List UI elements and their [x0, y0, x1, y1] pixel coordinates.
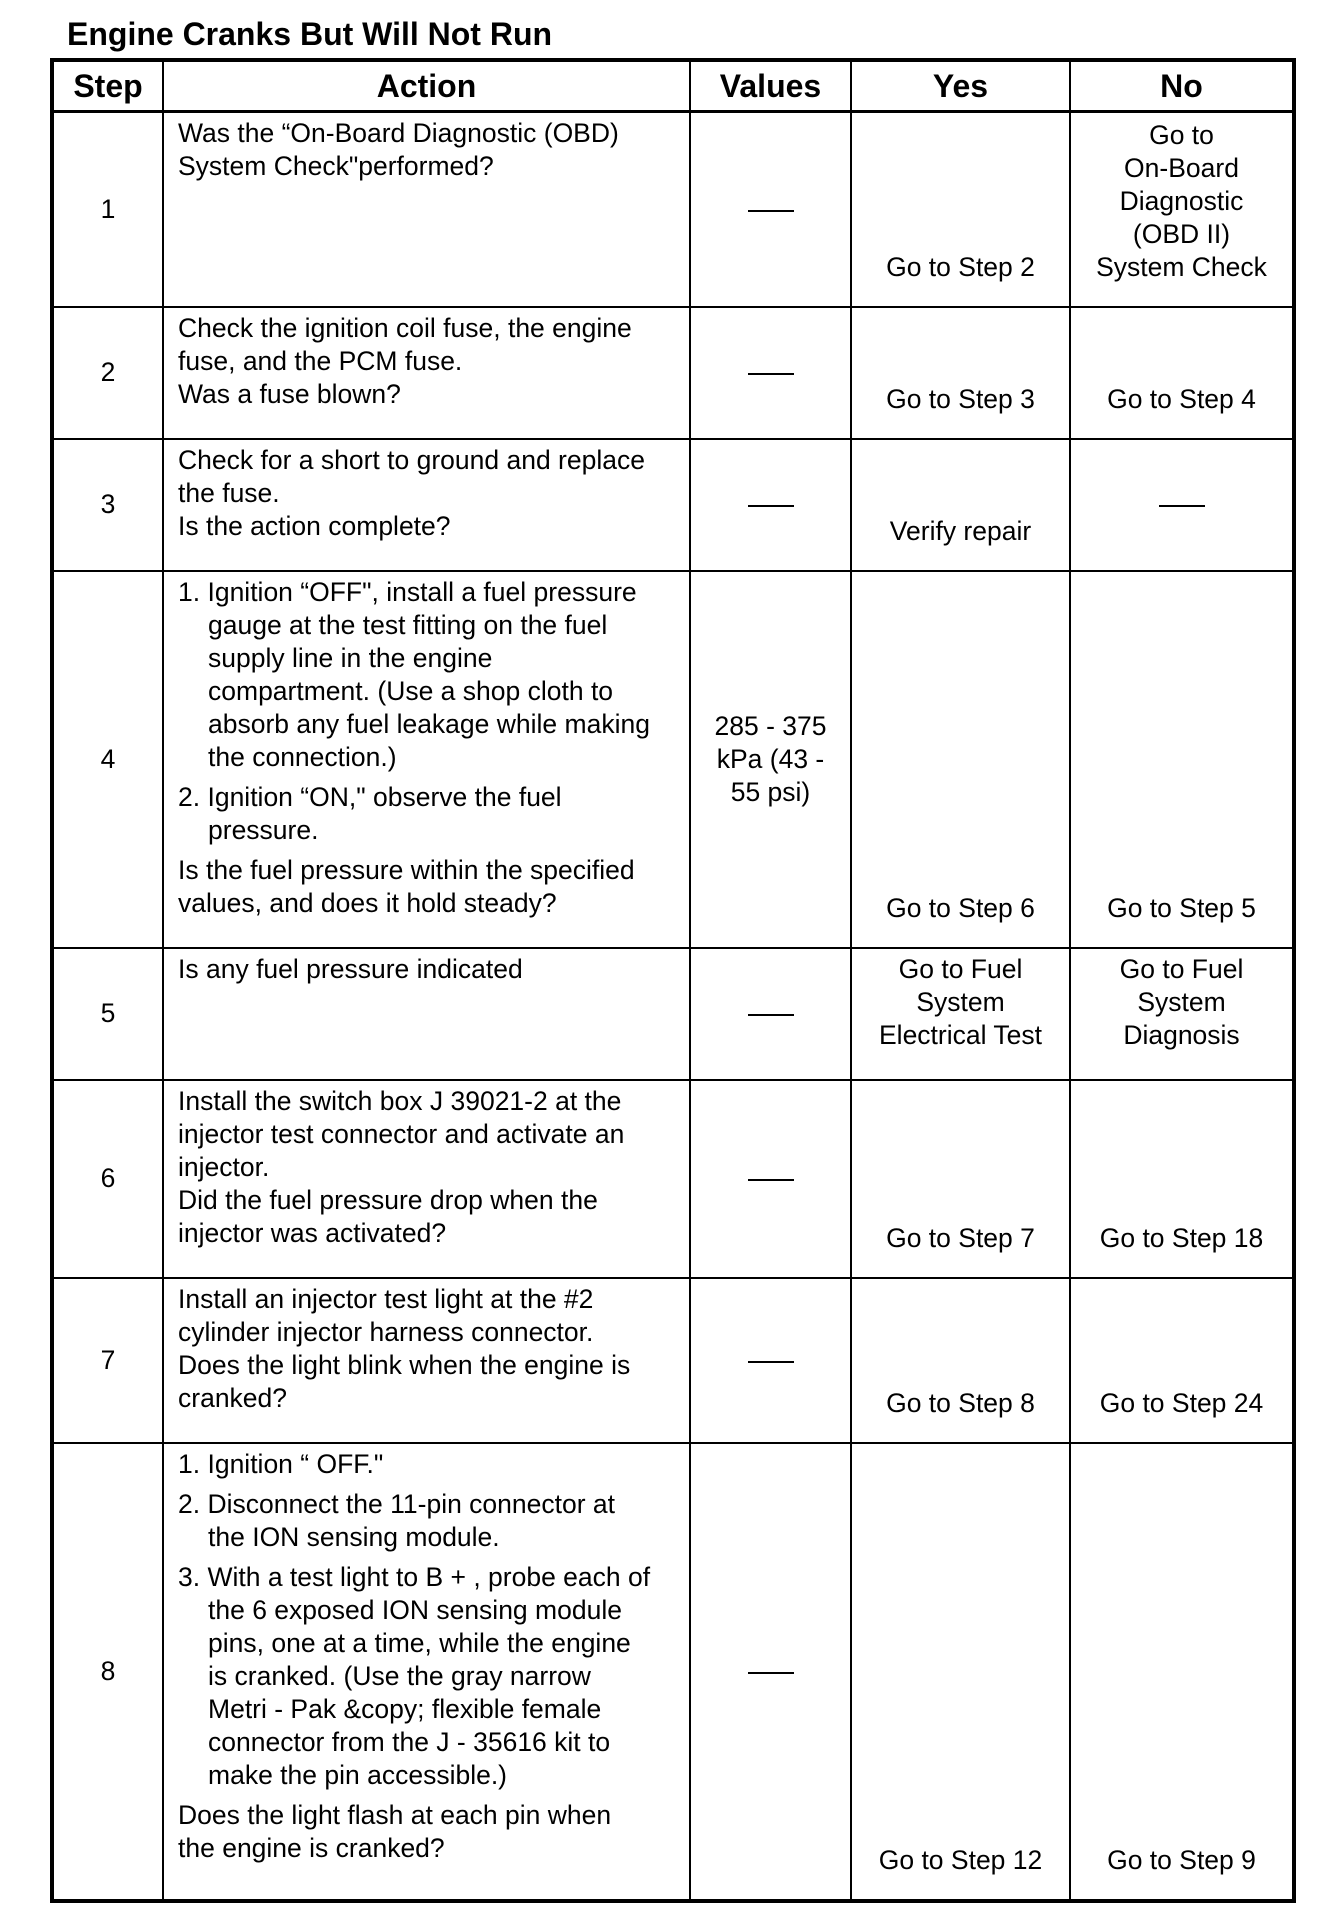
dash-mark	[748, 210, 794, 212]
dash-mark	[748, 1179, 794, 1181]
action-steps-list	[178, 1448, 681, 1792]
yes-cell: Go to Step 8	[851, 1278, 1070, 1443]
action-text: Check the ignition coil fuse, the engine fuse, and the PCM fuse. Was a fuse blown?	[163, 307, 690, 439]
table-row	[52, 1080, 1294, 1278]
step-number: 5	[52, 948, 163, 1080]
yes-cell: Go to Step 6	[851, 571, 1070, 948]
action-steps-list	[178, 576, 681, 847]
no-cell: Go to Fuel System Diagnosis	[1070, 948, 1294, 1080]
column-header-step: Step	[52, 60, 163, 112]
column-header-values: Values	[690, 60, 851, 112]
no-cell: Go to Step 4	[1070, 307, 1294, 439]
column-header-no: No	[1070, 60, 1294, 112]
dash-mark	[748, 1014, 794, 1016]
no-cell: Go to Step 24	[1070, 1278, 1294, 1443]
action-text: Install the switch box J 39021-2 at the injector test connector and activate an injector. Did the fuel pressure drop when the injector was activated?	[163, 1080, 690, 1278]
action-text	[163, 1443, 690, 1901]
no-cell: Go to Step 18	[1070, 1080, 1294, 1278]
column-header-yes: Yes	[851, 60, 1070, 112]
action-step-item: 2. Disconnect the 11-pin connector at the ION sensing module.	[178, 1488, 616, 1552]
no-cell: Go to Step 9	[1070, 1443, 1294, 1901]
action-step-item: 2. Ignition “ON," observe the fuel pressure.	[178, 781, 562, 845]
step-number: 2	[52, 307, 163, 439]
values-cell: 285 - 375 kPa (43 - 55 psi)	[690, 571, 851, 948]
step-number: 1	[52, 112, 163, 307]
yes-cell: Verify repair	[851, 439, 1070, 571]
table-row	[52, 1443, 1294, 1901]
diagnostic-table	[50, 58, 1296, 1903]
dash-mark	[748, 373, 794, 375]
step-number: 8	[52, 1443, 163, 1901]
yes-cell: Go to Step 2	[851, 112, 1070, 307]
table-row	[52, 571, 1294, 948]
action-text	[163, 571, 690, 948]
dash-mark	[748, 505, 794, 507]
action-text: Install an injector test light at the #2 cylinder injector harness connector. Does the light blink when the engine is cranked?	[163, 1278, 690, 1443]
action-question: Is the fuel pressure within the specified values, and does it hold steady?	[178, 854, 635, 918]
dash-mark	[748, 1361, 794, 1363]
step-number: 6	[52, 1080, 163, 1278]
values-cell	[690, 112, 851, 307]
values-cell	[690, 948, 851, 1080]
values-cell	[690, 307, 851, 439]
yes-cell: Go to Step 7	[851, 1080, 1070, 1278]
yes-cell: Go to Step 3	[851, 307, 1070, 439]
action-text: Was the “On-Board Diagnostic (OBD) System Check"performed?	[163, 112, 690, 307]
step-number: 4	[52, 571, 163, 948]
values-cell	[690, 439, 851, 571]
no-cell	[1070, 439, 1294, 571]
no-cell: Go to Step 5	[1070, 571, 1294, 948]
page-title: Engine Cranks But Will Not Run	[67, 16, 553, 52]
action-text: Is any fuel pressure indicated	[163, 948, 690, 1080]
dash-mark	[748, 1672, 794, 1674]
table-row	[52, 439, 1294, 571]
table-row	[52, 307, 1294, 439]
yes-cell: Go to Fuel System Electrical Test	[851, 948, 1070, 1080]
action-question: Does the light flash at each pin when the engine is cranked?	[178, 1799, 612, 1863]
values-cell	[690, 1080, 851, 1278]
column-header-action: Action	[163, 60, 690, 112]
action-step-item: 1. Ignition “ OFF."	[178, 1448, 384, 1479]
action-step-item: 1. Ignition “OFF", install a fuel pressure gauge at the test fitting on the fuel supply line in the engine compartment. (Use a shop cloth to absorb any fuel leakage while making the connection.)	[178, 576, 650, 772]
dash-mark	[1159, 505, 1205, 507]
step-number: 7	[52, 1278, 163, 1443]
no-cell: Go to On-Board Diagnostic (OBD II) System Check	[1070, 112, 1294, 307]
values-cell	[690, 1443, 851, 1901]
yes-cell: Go to Step 12	[851, 1443, 1070, 1901]
values-cell	[690, 1278, 851, 1443]
action-step-item: 3. With a test light to B + , probe each of the 6 exposed ION sensing module pins, one at a time, while the engine is cranked. (Use the gray narrow Metri - Pak &copy; flexible female connector from the J - 35616 kit to make the pin accessible.)	[178, 1561, 651, 1790]
table-row	[52, 112, 1294, 307]
step-number: 3	[52, 439, 163, 571]
table-row	[52, 1278, 1294, 1443]
table-row	[52, 948, 1294, 1080]
table-header-row	[52, 60, 1294, 112]
action-text: Check for a short to ground and replace the fuse. Is the action complete?	[163, 439, 690, 571]
